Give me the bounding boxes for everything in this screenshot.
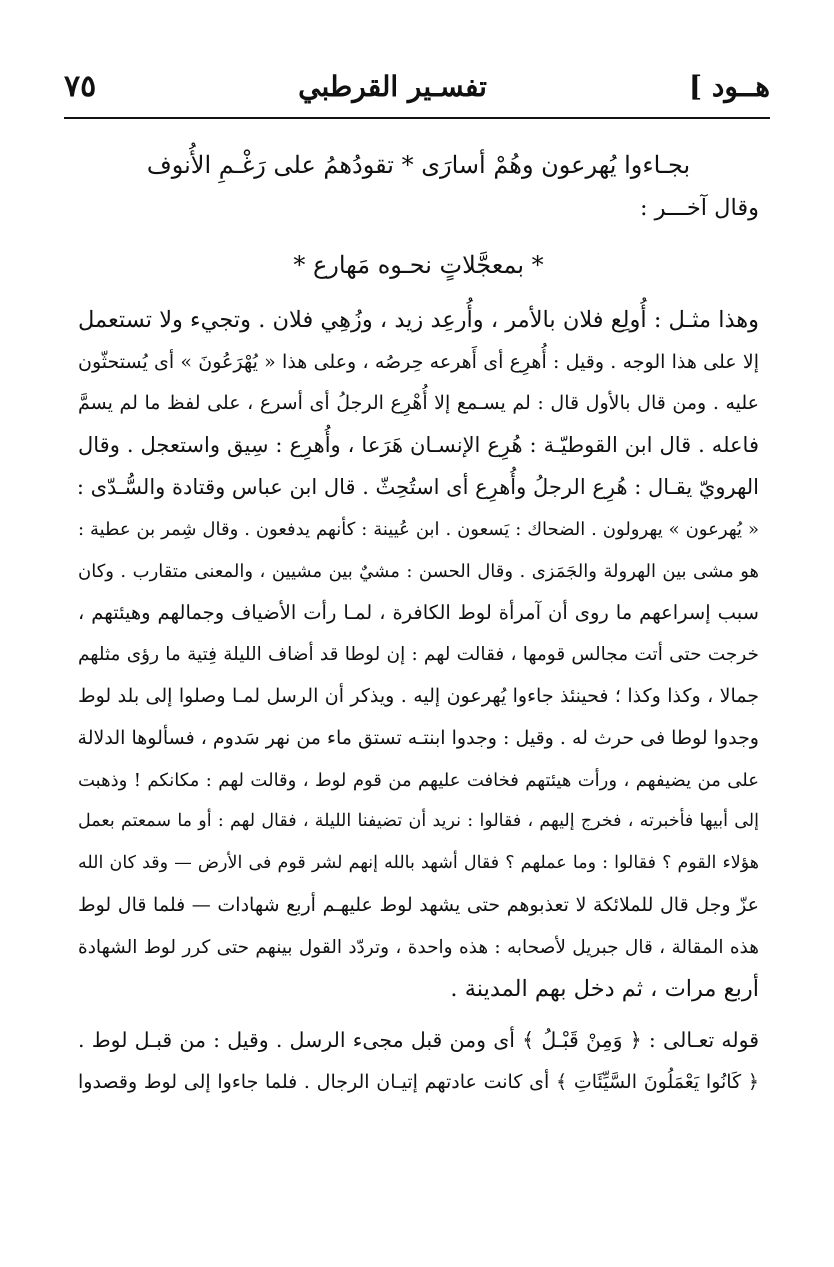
text-line: هو مشى بين الهرولة والجَمَزى . وقال الحسن : مشيٌ بين مشيين ، والمعنى متقارب . وكان bbox=[78, 560, 759, 582]
running-title: تفسـير القرطبي bbox=[298, 69, 487, 103]
text-line: الهرويّ يقـال : هُرِع الرجلُ وأُهرِع أى استُحِثّ . قال ابن عباس وقتادة والسُّـدّى : bbox=[76, 474, 759, 499]
text-line: فاعله . قال ابن القوطيّـة : هُرِع الإنسـان هَرَعا ، وأُهرِع : سِيق واستعجل . وقال bbox=[78, 433, 759, 458]
text-line: إلى أبيها فأخبرته ، فخرج إليهم ، فقالوا : نريد أن تضيفنا الليلة ، فقال لهم : أو ما سمعتم بعمل bbox=[78, 811, 759, 832]
paragraph-1 bbox=[78, 300, 759, 1011]
header-divider bbox=[64, 117, 770, 119]
text-line: جمالا ، وكذا وكذا ؛ فحينئذ جاءوا يُهرعون إليه . ويذكر أن الرسل لمـا وصلوا إلى بلد لوط bbox=[78, 684, 759, 707]
text-line: خرجت حتى أتت مجالس قومها ، فقالت لهم : إن لوطا قد أضاف الليلة فِتية ما رؤى مثلهم bbox=[78, 644, 759, 666]
text-line: وهذا مثـل : أُولِع فلان بالأمر ، وأُرعِد زيد ، وزُهِي فلان . وتجيء ولا تستعمل bbox=[78, 306, 759, 333]
text-line: سبب إسراعهم ما روى أن آمرأة لوط الكافرة ، لمـا رأت الأضياف وجمالهم وهيئتهم ، bbox=[78, 601, 759, 625]
surah-name: هــود ] bbox=[688, 69, 770, 103]
page-number: ٧٥ bbox=[64, 68, 97, 104]
text-line: وجدوا لوطا فى حرث له . وقيل : وجدوا ابنتـه تستق ماء من نهر سَدوم ، فسألوها الدلالة bbox=[77, 726, 759, 749]
poem-verse-1: بجـاءوا يُهرعون وهُمْ أسارَى * تقودُهمُ على رَغْـمِ الأُنوف bbox=[146, 151, 691, 179]
poem-verse-2: * بمعجَّلاتٍ نحـوه مَهارع * bbox=[293, 250, 544, 279]
text-line-last: أربع مرات ، ثم دخل بهم المدينة . bbox=[450, 975, 759, 1002]
text-line: هذه المقالة ، قال جبريل لأصحابه : هذه واحدة ، وتردّد القول بينهم حتى كرر لوط الشهادة bbox=[78, 936, 759, 958]
text-line: عزّ وجل قال للملائكة لا تعذبوهم حتى يشهد لوط عليهـم أربع شهادات — فلما قال لوط bbox=[78, 893, 759, 916]
text-line: ﴿ كَانُوا يَعْمَلُونَ السَّيِّئَاتِ ﴾ أى كانت عادتهم إتيـان الرجال . فلما جاءوا إلى لوط وقصدوا bbox=[78, 1071, 759, 1094]
text-line: قوله تعـالى : ﴿ وَمِنْ قَبْـلُ ﴾ أى ومن قبل مجىء الرسل . وقيل : من قبـل لوط . bbox=[78, 1028, 759, 1053]
text-line: هؤلاء القوم ؟ فقالوا : وما عملهم ؟ فقال أشهد بالله إنهم لشر قوم فى الأرض — وقد كان الله bbox=[78, 853, 759, 874]
text-line: عليه . ومن قال بالأول قال : لم يسـمع إلا أُهْرِع الرجلُ أى أسرع ، على لفظ ما لم يسمَّ bbox=[78, 392, 759, 415]
text-line: على من يضيفهم ، ورأت هيئتهم فخافت عليهم من قوم لوط ، وقالت لهم : مكانكم ! وذهبت bbox=[78, 769, 759, 791]
said-another-label: وقال آخـــر : bbox=[639, 195, 759, 221]
paragraph-2 bbox=[78, 1020, 759, 1104]
text-line: « يُهرعون » يهرولون . الضحاك : يَسعون . ابن عُيينة : كأنهم يدفعون . وقال شِمر بن عطية : bbox=[78, 518, 759, 540]
page-header bbox=[64, 62, 770, 110]
main-text bbox=[78, 142, 759, 1104]
text-line: إلا على هذا الوجه . وقيل : أُهرِع أى أَهرعه حِرصُه ، وعلى هذا « يُهْرَعُونَ » أى يُستحثّون bbox=[78, 350, 759, 373]
